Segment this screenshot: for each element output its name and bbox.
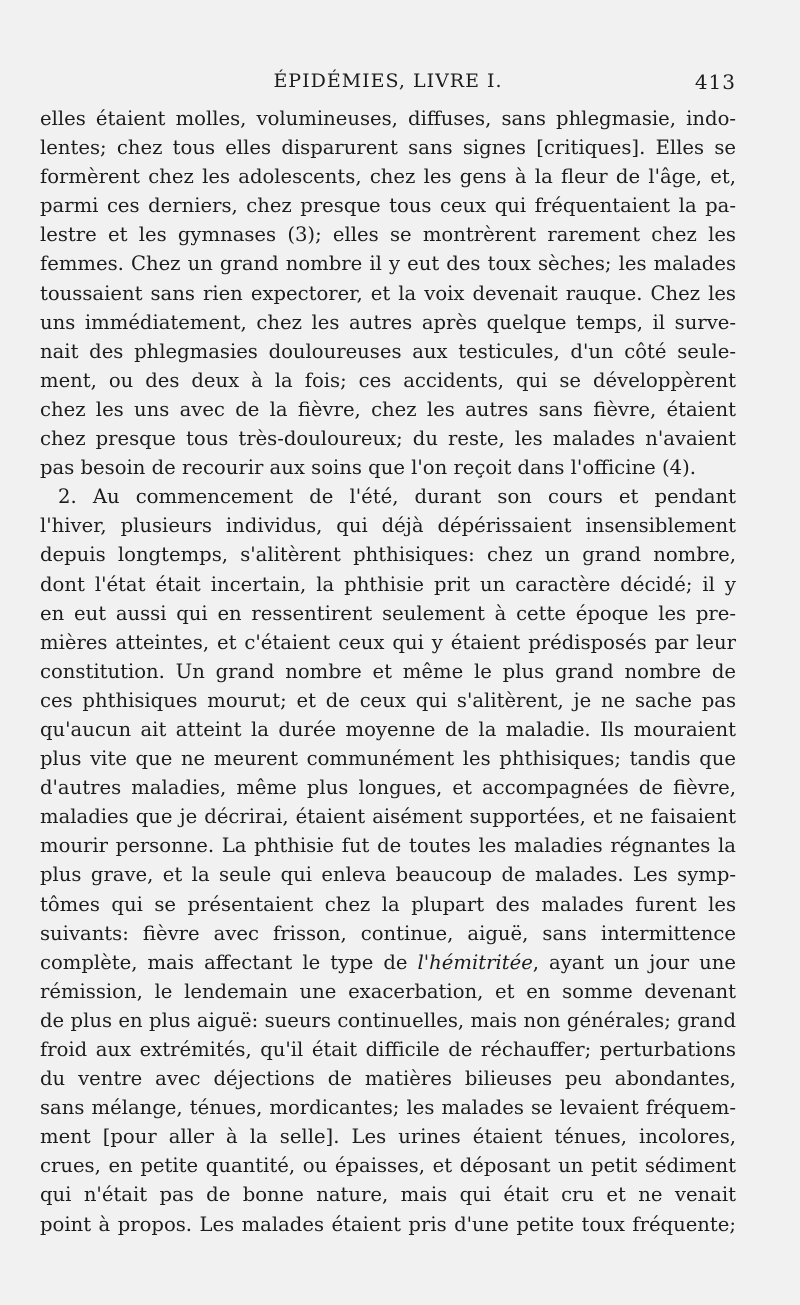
text-line: sans mélange, ténues, mordicantes; les malades se levaient fréquem- (40, 1096, 736, 1120)
text-line: de plus en plus aiguë: sueurs continuelles, mais non générales; grand (40, 1008, 736, 1032)
text-line: maladies que je décrirai, étaient aisément supportées, et ne faisaient (40, 805, 736, 829)
book-page (40, 66, 736, 1239)
text-line: constitution. Un grand nombre et même le plus grand nombre de (40, 659, 736, 683)
text-line-tail: , ayant un jour une (532, 950, 736, 974)
paragraph-start-line (40, 482, 736, 511)
text-line: tômes qui se présentaient chez la plupart des malades furent les (40, 892, 736, 916)
text-line-content: complète, mais affectant le type de (40, 950, 418, 974)
text-line: nait des phlegmasies douloureuses aux testicules, d'un côté seule- (40, 339, 736, 363)
text-line: chez presque tous très-douloureux; du reste, les malades n'avaient (40, 427, 736, 451)
text-line: dont l'état était incertain, la phthisie prit un caractère décidé; il y (40, 572, 736, 596)
text-line: ment [pour aller à la selle]. Les urines étaient ténues, incolores, (40, 1125, 736, 1149)
text-line: plus grave, et la seule qui enleva beaucoup de malades. Les symp- (40, 863, 736, 887)
text-line: plus vite que ne meurent communément les phthisiques; tandis que (40, 747, 736, 771)
body-text (40, 104, 736, 1239)
text-line-content: 2. Au commencement de l'été, durant son cours et pendant (58, 485, 736, 509)
text-line: chez les uns avec de la fièvre, chez les autres sans fièvre, étaient (40, 397, 736, 421)
text-line: uns immédiatement, chez les autres après quelque temps, il surve- (40, 310, 736, 334)
text-line: mières atteintes, et c'étaient ceux qui y étaient prédisposés par leur (40, 630, 736, 654)
running-head (40, 66, 736, 96)
text-line: en eut aussi qui en ressentirent seulement à cette époque les pre- (40, 601, 736, 625)
text-line: ment, ou des deux à la fois; ces accidents, qui se développèrent (40, 368, 736, 392)
text-line: point à propos. Les malades étaient pris d'une petite toux fréquente; (40, 1212, 736, 1236)
text-line: l'hiver, plusieurs individus, qui déjà dépérissaient insensiblement (40, 514, 736, 538)
running-title: ÉPIDÉMIES, LIVRE I. (273, 70, 503, 92)
text-line: mourir personne. La phthisie fut de toutes les maladies régnantes la (40, 834, 736, 858)
text-line: formèrent chez les adolescents, chez les gens à la fleur de l'âge, et, (40, 165, 736, 189)
text-line: lentes; chez tous elles disparurent sans signes [critiques]. Elles se (40, 136, 736, 160)
text-line: qui n'était pas de bonne nature, mais qui était cru et ne venait (40, 1183, 736, 1207)
text-line: rémission, le lendemain une exacerbation, et en somme devenant (40, 979, 736, 1003)
italic-term: l'hémitritée (417, 950, 533, 974)
text-line: ces phthisiques mourut; et de ceux qui s'alitèrent, je ne sache pas (40, 688, 736, 712)
text-line: pas besoin de recourir aux soins que l'on reçoit dans l'officine (4). (40, 456, 696, 480)
page-number: 413 (694, 70, 736, 94)
text-line: crues, en petite quantité, ou épaisses, et déposant un petit sédiment (40, 1154, 736, 1178)
text-line: lestre et les gymnases (3); elles se montrèrent rarement chez les (40, 223, 736, 247)
text-line: femmes. Chez un grand nombre il y eut des toux sèches; les malades (40, 252, 736, 276)
text-line: qu'aucun ait atteint la durée moyenne de la maladie. Ils mouraient (40, 717, 736, 741)
text-line-with-italic (40, 948, 736, 977)
text-line: toussaient sans rien expectorer, et la voix devenait rauque. Chez les (40, 281, 736, 305)
text-line: froid aux extrémités, qu'il était difficile de réchauffer; perturbations (40, 1038, 736, 1061)
text-line: parmi ces derniers, chez presque tous ceux qui fréquentaient la pa- (40, 194, 736, 218)
text-line: d'autres maladies, même plus longues, et accompagnées de fièvre, (40, 776, 736, 800)
text-line: elles étaient molles, volumineuses, diffuses, sans phlegmasie, indo- (40, 107, 736, 130)
text-line: depuis longtemps, s'alitèrent phthisiques: chez un grand nombre, (40, 543, 736, 567)
text-line: suivants: fièvre avec frisson, continue, aiguë, sans intermittence (40, 921, 736, 945)
text-line: du ventre avec déjections de matières bilieuses peu abondantes, (40, 1067, 736, 1091)
